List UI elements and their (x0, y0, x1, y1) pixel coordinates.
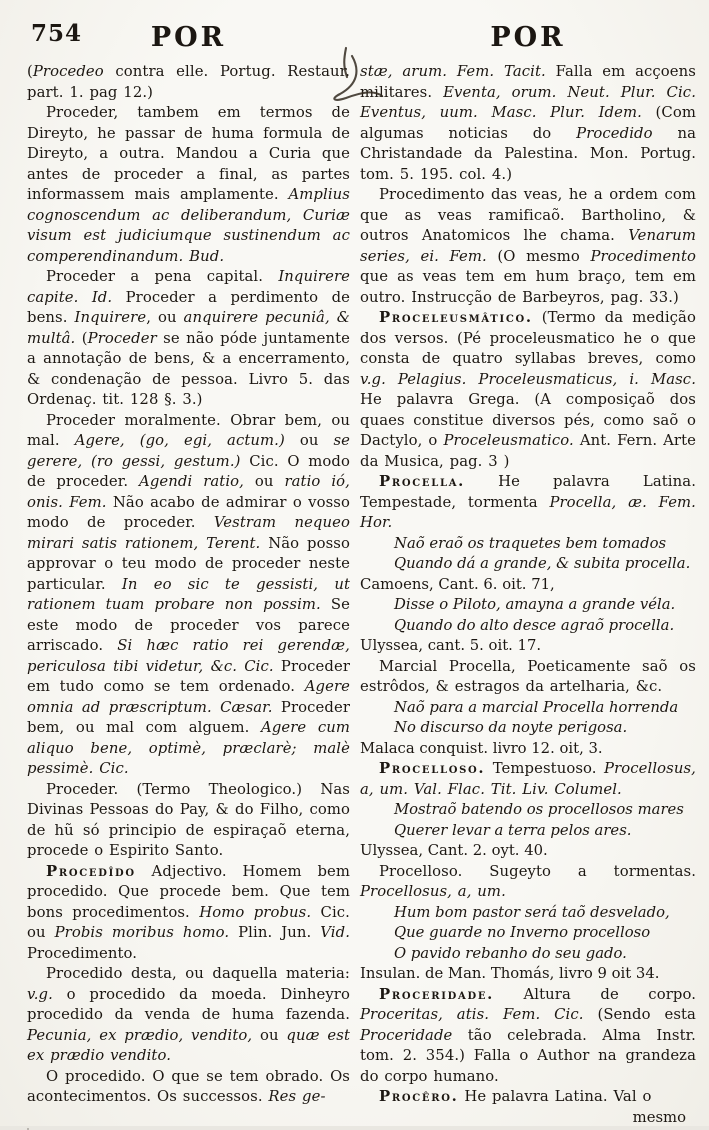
text-segment: Cic. O modo de proceder. (27, 452, 350, 490)
verse-quote (394, 698, 696, 739)
header-right-half (360, 22, 696, 53)
text-segment: Vestram nequeo mirari satis rationem, Terent. (27, 514, 350, 552)
dictionary-paragraph (360, 62, 696, 185)
text-segment: quæ est ex prædio vendito. (27, 1026, 350, 1064)
text-segment: Cic. ou (27, 903, 350, 941)
text-segment: Não posso approvar o teu modo de proceder neste particular. (27, 534, 350, 593)
dictionary-paragraph (360, 862, 696, 903)
text-segment: Agendi ratio, (139, 473, 244, 490)
text-segment: Altura de corpo. (494, 985, 696, 1003)
citation-line: Insulan. de Man. Thomás, livro 9 oit 34. (360, 965, 660, 982)
citation-line: Camoens, Cant. 6. oit. 71, (360, 575, 555, 593)
text-segment: Proceder moralmente. Obrar bem, ou mal. (27, 411, 350, 449)
dictionary-paragraph (27, 964, 350, 1067)
dictionary-paragraph (360, 759, 696, 800)
dictionary-paragraph (360, 1087, 696, 1108)
text-segment: Agere, (go, egi, actum.) (74, 432, 285, 449)
text-segment: Procella, æ. Fem. Hor. (360, 493, 696, 531)
text-segment: Vid. (320, 924, 350, 941)
text-segment: que as veas tem em hum braço, tem em outro. Instrucção de Barbeyros, pag. 33.) (360, 268, 696, 306)
text-segment: v.g. (27, 985, 53, 1003)
text-segment: Falla em acçoens militares. (360, 63, 696, 101)
verse-quote (394, 595, 696, 636)
text-segment: In eo sic te gessisti, ut rationem tuam probare non possim. (27, 575, 350, 613)
dictionary-paragraph (27, 62, 350, 103)
text-segment: Si hæc ratio rei gerendæ, periculosa tibi videtur, &c. Cic. (27, 637, 350, 675)
text-segment: Procellosus, a, um. Val. Flac. Tit. Liv. Columel. (360, 760, 696, 798)
text-segment: (Com algumas noticias do (360, 104, 696, 142)
text-segment: Inquirere (74, 309, 147, 326)
text-segment: Adjectivo. Homem bem procedido. Que procede bem. Que tem bons procedimentos. (27, 862, 350, 921)
text-segment: Proceder. (Termo Theologico.) Nas Divinas Pessoas do Pay, & do Filho, como de hũ só principio de espiraçaõ eterna, procede o Espirito Santo. (27, 780, 350, 859)
text-segment: Se este modo de proceder vos parece arriscado. (27, 596, 350, 654)
headword: Proceridade. (379, 985, 494, 1003)
text-segment: contra elle. Portug. Restaur. part. 1. pag 12.) (27, 63, 350, 101)
text-segment: (O mesmo (486, 247, 591, 265)
dictionary-paragraph (27, 267, 350, 411)
text-segment: (Termo da medição dos versos. (Pé proceleusmatico he o que consta de quatro syllabas breves, como (360, 309, 696, 367)
dictionary-paragraph (360, 657, 696, 698)
citation-line: Malaca conquist. livro 12. oit, 3. (360, 739, 603, 757)
text-segment: Pecunia, ex prædio, vendito, (27, 1026, 253, 1044)
page-header (27, 22, 696, 60)
text-segment: ou (243, 473, 285, 490)
text-segment: Não acabo de admirar o vosso modo de proceder. (27, 493, 351, 531)
verse-line: Naõ para a marcial Procella horrenda (394, 698, 679, 716)
text-segment: ratio ió, onis. Fem. (27, 473, 350, 511)
text-segment: O procedido. O que se tem obrado. Os acontecimentos. Os successos. (27, 1067, 350, 1105)
text-segment: anquirere pecuniâ, & multâ. (27, 309, 350, 347)
text-segment: Eventa, orum. Neut. Plur. Cic. Eventus, uum. Masc. Plur. Idem. (360, 83, 696, 121)
headword: Procella. (379, 473, 466, 490)
headword: Procêro. (379, 1088, 459, 1105)
dictionary-paragraph (27, 411, 350, 780)
verse-line: Quando dá a grande, & subita procella. (394, 555, 691, 572)
verse-line: Disse o Piloto, amayna a grande véla. (394, 596, 676, 613)
text-columns (27, 62, 696, 1128)
text-segment: Agere cum aliquo bene, optimè, præclarè; malè pessimè. Cic. (27, 719, 350, 777)
text-segment: Proceder em tudo como se tem ordenado. (27, 657, 350, 695)
text-segment: v.g. Pelagius. Proceleusmaticus, i. Masc. (360, 370, 696, 388)
text-segment: Proceleusmatico. (443, 432, 574, 449)
headword: Procelloso. (379, 760, 486, 777)
text-segment: Tempestuoso. (485, 760, 605, 777)
verse-line: Que guarde no Inverno procelloso (394, 924, 651, 941)
text-segment: ( (75, 329, 88, 347)
text-segment: Homo probus. (199, 903, 312, 921)
text-segment: Proceder a pena capital. (46, 268, 279, 285)
text-segment: ou (284, 432, 334, 449)
text-segment: se não póde juntamente a annotação de bens, & a encerramento, & condenação de pessoa. Livro 5. das Ordenaç. tit. 128 §. 3.) (27, 329, 350, 408)
text-segment: Proceder (87, 329, 157, 347)
text-segment: Procelloso. Sugeyto a tormentas. (379, 862, 696, 880)
verse-line: O pavido rebanho do seu gado. (394, 944, 627, 962)
text-segment: Procedeo (32, 63, 104, 80)
dictionary-paragraph (27, 780, 350, 862)
text-segment: Proceder bem, ou mal com alguem. (27, 698, 350, 736)
text-segment: Procedimento das veas, he a ordem com que as veas ramificaõ. Bartholino, & outros Anatomicos lhe chama. (360, 186, 696, 244)
text-segment: Proceridade (360, 1026, 453, 1044)
dictionary-paragraph (27, 862, 350, 965)
text-segment: Res ge- (268, 1088, 326, 1105)
text-segment: Agere omnia ad præscriptum. Cæsar. (27, 678, 350, 716)
catchword: mesmo (632, 1108, 686, 1126)
text-segment: Ant. Fern. Arte da Musica, pag. 3 ) (360, 432, 696, 470)
text-segment: Probis moribus homo. (54, 924, 230, 941)
text-segment: ( (27, 63, 33, 80)
running-head-right: POR (490, 22, 566, 53)
text-segment: ou (252, 1026, 287, 1044)
text-segment: Procellosus, a, um. (360, 883, 506, 900)
dictionary-paragraph (360, 985, 696, 1088)
text-segment: He palavra Latina. Tempestade, tormenta (360, 473, 696, 511)
verse-line: Hum bom pastor será taõ desvelado, (394, 903, 670, 921)
dictionary-paragraph (360, 185, 696, 308)
dictionary-paragraph (360, 472, 696, 534)
header-left-half (27, 22, 350, 53)
text-segment: He palavra Latina. Val o (458, 1088, 652, 1105)
verse-quote (394, 903, 696, 965)
text-segment: Proceder a perdimento de bens. (27, 288, 350, 326)
citation-line: Ulyssea, Cant. 2. oyt. 40. (360, 842, 548, 859)
headword: Proceleusmâtico. (379, 309, 533, 326)
page-number: 754 (31, 20, 83, 47)
text-segment: Proceder, tambem em termos de Direyto, he passar de huma formula de Direyto, a outra. Mandou a Curia que antes de proceder a final, as partes informassem mais amplamente. (27, 104, 350, 203)
verse-line: Naõ eraõ os traquetes bem tomados (394, 534, 667, 552)
text-segment: Plin. Jun. (229, 924, 321, 941)
verse-quote (394, 800, 696, 841)
text-segment: , ou (146, 309, 184, 326)
text-segment: Procedimento. (27, 944, 138, 962)
dictionary-paragraph (360, 308, 696, 472)
verse-quote (394, 534, 696, 575)
text-segment: na Christandade da Palestina. Mon. Portug. tom. 5. 195. col. 4.) (360, 124, 696, 183)
headword: Procedîdo (46, 862, 136, 880)
verse-line: No discurso da noyte perigosa. (394, 719, 628, 736)
text-column-left (27, 62, 350, 1128)
verse-line: Mostraõ batendo os procellosos mares (394, 801, 684, 818)
text-segment: stæ, arum. Fem. Tacit. (360, 63, 546, 80)
text-segment: He palavra Grega. (A composiçaõ dos quaes constitue diversos pés, como saõ o Dactylo, o (360, 391, 696, 449)
dictionary-paragraph (27, 1067, 350, 1108)
text-segment: o procedido da moeda. Dinheyro procedido da venda de huma fazenda. (27, 985, 350, 1023)
text-segment: (Sendo esta (583, 1006, 696, 1023)
text-segment: Inquirere capite. Id. (27, 268, 350, 306)
text-segment: Amplius cognoscendum ac deliberandum, Curiæ visum est judiciumque sustinendum ac comperendinandum. Bud. (27, 186, 350, 265)
text-segment: Venarum series, ei. Fem. (360, 227, 696, 265)
text-column-right (360, 62, 696, 1128)
citation-line: Ulyssea, cant. 5. oit. 17. (360, 637, 542, 654)
text-segment: Proceritas, atis. Fem. Cic. (360, 1006, 584, 1023)
text-segment: Marcial Procella, Poeticamente saõ os estrôdos, & estragos da artelharia, &c. (360, 657, 696, 695)
running-head-left: POR (150, 22, 227, 53)
dictionary-paragraph (27, 103, 350, 267)
text-segment: se gerere, (ro gessi, gestum.) (27, 432, 351, 470)
text-segment: Procedido (576, 124, 653, 142)
verse-line: Querer levar a terra pelos ares. (394, 821, 632, 839)
verse-line: Quando do alto desce agraõ procella. (394, 616, 675, 634)
text-segment: Procedimento (590, 247, 696, 265)
text-segment: Procedido desta, ou daquella materia: (46, 965, 350, 982)
text-segment: tão celebrada. Alma Instr. tom. 2. 354.) Falla o Author na grandeza do corpo humano. (360, 1026, 696, 1085)
